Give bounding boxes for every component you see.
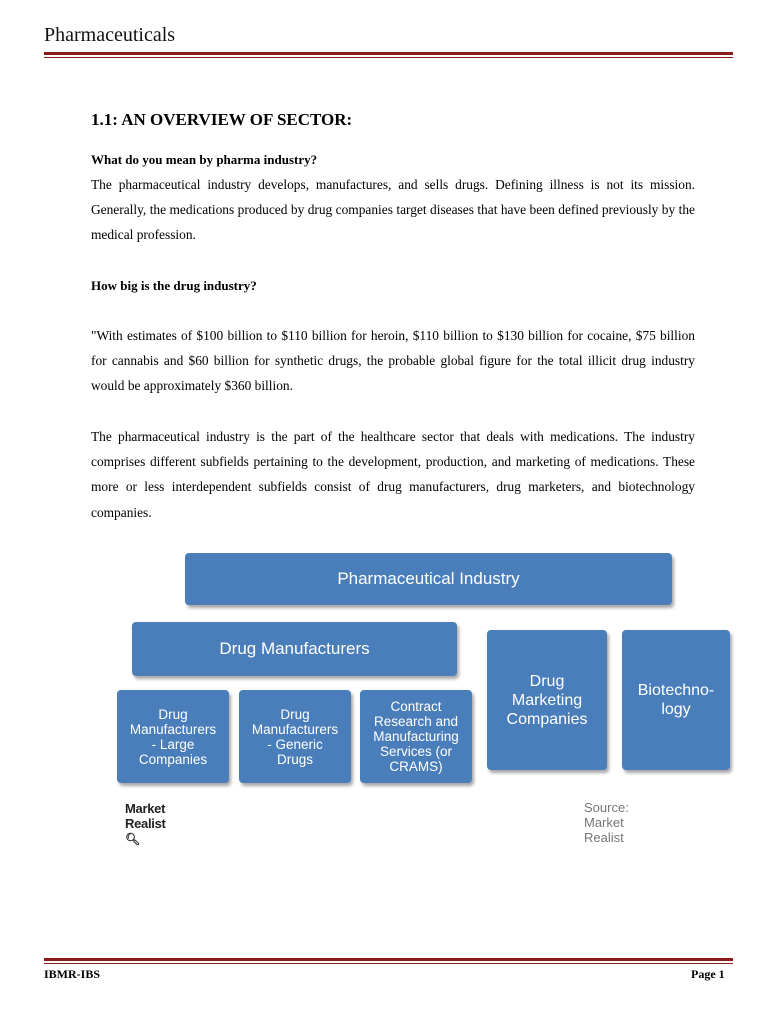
magnifier-icon: 🔍︎ <box>125 832 140 846</box>
footer-rule-thick <box>44 958 733 961</box>
box-drug-marketing: Drug Marketing Companies <box>487 630 607 770</box>
footer-rule-thin <box>44 963 733 964</box>
answer-pharma-industry: The pharmaceutical industry develops, manufactures, and sells drugs. Defining illness is not its mission. Generally, the medications produced by drug companies target diseases that have been defined previously by the medical profession. <box>91 177 695 243</box>
box-pharmaceutical-industry: Pharmaceutical Industry <box>185 553 672 605</box>
diagram-source: Source: Market Realist <box>584 800 629 845</box>
page-header-title: Pharmaceuticals <box>44 24 176 46</box>
section-heading: 1.1: AN OVERVIEW OF SECTOR: <box>91 110 353 129</box>
box-large-companies: Drug Manufacturers - Large Companies <box>117 690 229 783</box>
footer-left-label: IBMR-IBS <box>44 967 101 981</box>
header-rule-thin <box>44 57 733 58</box>
header-rule-thick <box>44 52 733 55</box>
box-crams: Contract Research and Manufacturing Services (or CRAMS) <box>360 690 472 783</box>
question-pharma-industry: What do you mean by pharma industry? <box>91 152 318 167</box>
question-drug-industry-size: How big is the drug industry? <box>91 278 257 293</box>
market-realist-logo <box>125 801 166 846</box>
box-biotechnology: Biotechno- logy <box>622 630 730 770</box>
quote-paragraph: "With estimates of $100 billion to $110 billion for heroin, $110 billion to $130 billion for cocaine, $75 billion for cannabis and $60 billion for synthetic drugs, the probable global figure for the total illicit drug industry would be approximately $360 billion. <box>91 328 695 394</box>
industry-paragraph: The pharmaceutical industry is the part of the healthcare sector that deals with medications. The industry comprises different subfields pertaining to the development, production, and marketing of medications. These more or less interdependent subfields consist of drug manufacturers, drug marketers, and biotechnology companies. <box>91 429 695 520</box>
footer-page-number: Page 1 <box>691 967 725 981</box>
logo-text: Market Realist <box>125 801 166 831</box>
box-drug-manufacturers: Drug Manufacturers <box>132 622 457 676</box>
box-generic-drugs: Drug Manufacturers - Generic Drugs <box>239 690 351 783</box>
